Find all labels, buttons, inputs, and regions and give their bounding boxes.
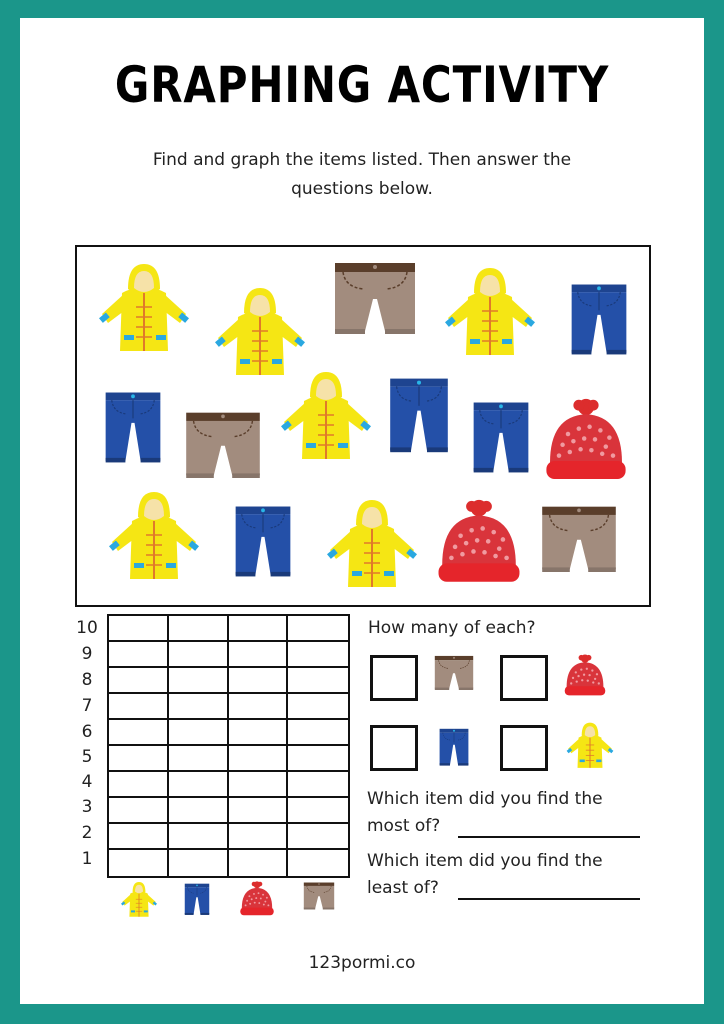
jeans-icon — [180, 880, 214, 920]
shorts-count-box[interactable] — [370, 655, 418, 701]
y-label: 3 — [81, 797, 93, 817]
instructions-line-2: questions below. — [291, 179, 433, 199]
instructions — [0, 146, 724, 204]
y-label: 5 — [81, 747, 93, 767]
most-question — [367, 786, 603, 840]
least-question-line-2: least of? — [367, 878, 439, 898]
y-label: 8 — [81, 670, 93, 690]
most-answer-line[interactable] — [458, 836, 640, 838]
hat-icon — [433, 495, 525, 595]
most-question-line-2: most of? — [367, 816, 441, 836]
jeans-icon — [463, 389, 539, 489]
jeans-icon — [225, 493, 301, 593]
jeans-icon — [561, 271, 637, 371]
jeans-count-box[interactable] — [370, 725, 418, 771]
footer-credit: 123pormi.co — [308, 953, 416, 973]
jeans-icon — [379, 367, 459, 467]
hat-icon — [562, 654, 608, 700]
y-label: 4 — [81, 772, 93, 792]
instructions-line-1: Find and graph the items listed. Then answer the — [152, 150, 572, 170]
shorts-icon — [430, 654, 478, 702]
least-question-line-1: Which item did you find the — [367, 851, 603, 871]
jacket-icon — [435, 263, 545, 363]
items-picture-box — [75, 245, 651, 607]
least-question — [367, 848, 603, 902]
y-label: 2 — [81, 823, 93, 843]
most-question-line-1: Which item did you find the — [367, 789, 603, 809]
y-label: 7 — [81, 696, 93, 716]
jacket-icon — [271, 367, 381, 467]
how-many-heading: How many of each? — [368, 618, 536, 638]
jacket-icon — [99, 487, 209, 587]
y-label: 10 — [76, 618, 98, 638]
y-label: 6 — [81, 722, 93, 742]
page-title: GRAPHING ACTIVITY — [114, 56, 610, 114]
y-label: 1 — [81, 849, 93, 869]
shorts-icon — [533, 499, 625, 599]
shorts-icon — [300, 880, 338, 920]
shorts-icon — [325, 259, 425, 359]
jacket-icon — [118, 880, 160, 920]
jeans-icon — [95, 379, 171, 479]
jeans-icon — [434, 722, 474, 774]
hat-icon — [238, 880, 276, 920]
least-answer-line[interactable] — [458, 898, 640, 900]
hat-count-box[interactable] — [500, 655, 548, 701]
jacket-icon — [317, 495, 427, 595]
graph-grid[interactable] — [107, 614, 350, 878]
y-label: 9 — [81, 644, 93, 664]
jacket-icon — [560, 720, 620, 772]
jacket-count-box[interactable] — [500, 725, 548, 771]
hat-icon — [541, 393, 631, 493]
jacket-icon — [89, 259, 199, 359]
